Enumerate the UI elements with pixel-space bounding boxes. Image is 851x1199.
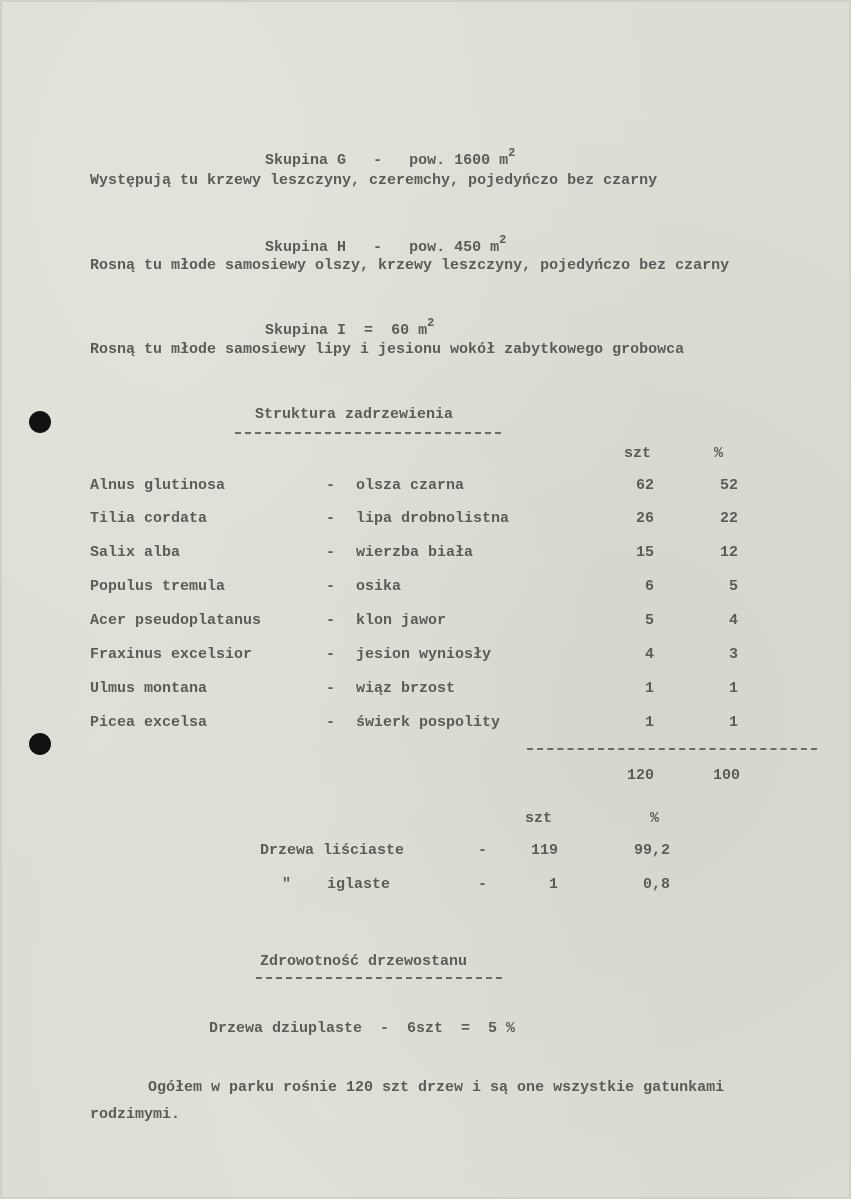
group-g-heading: Skupina G - pow. 1600 $m^2$ xyxy=(265,146,516,169)
polish-name: wiąz brzost xyxy=(356,680,456,697)
document-page xyxy=(2,2,849,1197)
percent: 22 xyxy=(719,510,738,527)
latin-name: Picea excelsa xyxy=(90,714,208,731)
count: 1 xyxy=(644,680,654,697)
percent: 3 xyxy=(728,646,738,663)
count: 5 xyxy=(644,612,654,629)
count: 4 xyxy=(644,646,654,663)
polish-name: świerk pospolity xyxy=(356,714,501,731)
polish-name: klon jawor xyxy=(356,612,447,629)
percent: 4 xyxy=(728,612,738,629)
row-dash: - xyxy=(326,646,336,663)
summary-count: 1 xyxy=(548,876,558,893)
count: 6 xyxy=(644,578,654,595)
percent: 5 xyxy=(728,578,738,595)
summary-percent: 99,2 xyxy=(633,842,670,859)
polish-name: olsza czarna xyxy=(356,477,465,494)
summary-count: 119 xyxy=(530,842,558,859)
row-dash: - xyxy=(326,680,336,697)
row-dash: - xyxy=(326,612,336,629)
group-i-heading: Skupina I = 60 $m^2$ xyxy=(265,316,435,339)
count: 62 xyxy=(635,477,654,494)
row-dash: - xyxy=(326,578,336,595)
structure-col-pct: % xyxy=(714,445,724,462)
group-h-heading: Skupina H - pow. 450 $m^2$ xyxy=(265,233,507,256)
structure-title: Struktura zadrzewienia xyxy=(255,406,454,423)
latin-name: Acer pseudoplatanus xyxy=(90,612,262,629)
summary-percent: 0,8 xyxy=(642,876,670,893)
count: 26 xyxy=(635,510,654,527)
polish-name: lipa drobnolistna xyxy=(356,510,510,527)
latin-name: Ulmus montana xyxy=(90,680,208,697)
punch-hole-bottom xyxy=(29,733,51,755)
total-count: 120 xyxy=(626,767,654,784)
percent: 1 xyxy=(728,714,738,731)
conclusion-line-1: Ogółem w parku rośnie 120 szt drzew i są one wszystkie gatunkami xyxy=(148,1079,725,1096)
polish-name: osika xyxy=(356,578,402,595)
health-title-underline xyxy=(256,977,502,979)
summary-col-count: szt xyxy=(525,810,553,827)
latin-name: Salix alba xyxy=(90,544,181,561)
percent: 52 xyxy=(719,477,738,494)
count: 15 xyxy=(635,544,654,561)
polish-name: wierzba biała xyxy=(356,544,474,561)
percent: 12 xyxy=(719,544,738,561)
summary-label: " iglaste xyxy=(282,876,391,893)
latin-name: Fraxinus excelsior xyxy=(90,646,253,663)
summary-col-pct: % xyxy=(650,810,660,827)
percent: 1 xyxy=(728,680,738,697)
punch-hole-top xyxy=(29,411,51,433)
polish-name: jesion wyniosły xyxy=(356,646,492,663)
group-h-description: Rosną tu młode samosiewy olszy, krzewy leszczyny, pojedyńczo bez czarny xyxy=(90,257,730,274)
health-line: Drzewa dziuplaste - 6szt = 5 % xyxy=(209,1020,516,1037)
summary-dash: - xyxy=(478,842,488,859)
conclusion-line-2: rodzimymi. xyxy=(90,1106,181,1123)
health-title: Zdrowotność drzewostanu xyxy=(260,953,468,970)
total-rule xyxy=(527,748,817,750)
summary-dash: - xyxy=(478,876,488,893)
total-percent: 100 xyxy=(712,767,740,784)
group-g-description: Występują tu krzewy leszczyny, czeremchy, pojedyńczo bez czarny xyxy=(90,172,658,189)
row-dash: - xyxy=(326,714,336,731)
count: 1 xyxy=(644,714,654,731)
latin-name: Alnus glutinosa xyxy=(90,477,226,494)
row-dash: - xyxy=(326,544,336,561)
latin-name: Tilia cordata xyxy=(90,510,208,527)
group-i-description: Rosną tu młode samosiewy lipy i jesionu wokół zabytkowego grobowca xyxy=(90,341,685,358)
structure-col-count: szt xyxy=(624,445,652,462)
row-dash: - xyxy=(326,477,336,494)
latin-name: Populus tremula xyxy=(90,578,226,595)
row-dash: - xyxy=(326,510,336,527)
summary-label: Drzewa liściaste xyxy=(260,842,405,859)
structure-title-underline xyxy=(235,432,501,434)
